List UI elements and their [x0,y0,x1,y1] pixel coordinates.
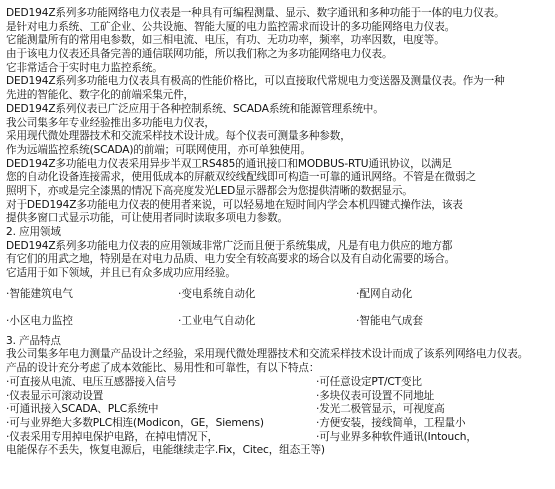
paragraph-line: 它非常适合于实时电力监控系统。 [6,61,163,74]
feature-row [6,390,553,404]
field-item: ·智能电气成套 [356,314,423,327]
feature-item: ·可与业界绝大多数PLC相连(Modicon，GE，Siemens) [6,416,264,429]
paragraph-line: DED194Z系列多功能电力仪表具有极高的性能价格比，可以直接取代常规电力变送器及测量仪表。作为一种 [6,75,505,88]
feature-row [6,376,553,390]
paragraph-line: DED194Z系列仪表已广泛应用于各种控制系统、SCADA系统和能源管理系统中。 [6,102,384,115]
field-item: ·智能建筑电气 [6,287,73,300]
paragraph-line: 对于DED194Z多功能电力仪表的使用者来说，可以轻易地在短时间内学会本机四键式操作法，该表 [6,198,463,211]
feature-item: ·方便安装，接线简单，工程量小 [316,416,466,429]
feature-item: ·仪表采用专用掉电保护电路，在掉电情况下， [6,430,219,443]
feature-item: ·发光二极管显示，可视度高 [316,403,445,416]
field-item: ·配网自动化 [356,287,413,300]
field-row [6,281,553,308]
feature-item: ·多块仪表可设置不同地址 [316,389,435,402]
paragraph-line: 照明下，亦或是完全漆黑的情况下高亮度发光LED显示器都会为您提供清晰的数据显示。 [6,184,413,197]
intro-section [6,7,553,226]
feature-row [6,431,553,445]
paragraph-line: 我公司集多年电力测量产品设计之经验，采用现代微处理器技术和交流采样技术设计而成了该系列网络电力仪表。 [6,348,529,361]
features-section [6,335,553,458]
feature-row [6,417,553,431]
paragraph-line: 电能保存不丢失，恢复电源后，电能继续走字.Fix，Citec，组态王等) [6,444,325,457]
paragraph-line: 作为远端监控系统(SCADA)的前端；可联网使用，亦可单独使用。 [6,143,311,156]
paragraph-line: 它能测量所有的常用电参数，如三相电流、电压，有功、无功功率，频率，功率因数，电度等。 [6,34,445,47]
feature-item: ·可直接从电流、电压互感器接入信号 [6,375,177,388]
feature-item: ·可任意设定PT/CT变比 [316,375,422,388]
paragraph-line: DED194Z系列多功能网络电力仪表是一种具有可编程测量、显示、数字通讯和多种功能于一体的电力仪表。 [6,7,505,19]
paragraph-line: DED194Z系列多功能电力仪表的应用领域非常广泛而且便于系统集成，凡是有电力供应的地方都 [6,239,453,252]
feature-item: ·可与业界多种软件通讯(Intouch， [316,430,477,443]
feature-item: ·可通讯接入SCADA、PLC系统中 [6,403,159,416]
paragraph-line: 产品的设计充分考虑了成本效能比、易用性和可靠性，有以下特点： [6,362,320,375]
field-item: ·小区电力监控 [6,314,73,327]
field-item: ·变电系统自动化 [178,287,256,300]
paragraph-line: 我公司集多年专业经验推出多功能电力仪表， [6,116,215,129]
paragraph-line: 它适用于如下领域，并且已有众多成功应用经验。 [6,267,236,280]
paragraph-line: 采用现代微处理器技术和交流采样技术设计成。每个仪表可测量多种参数， [6,130,351,143]
field-item: ·工业电气自动化 [178,314,256,327]
paragraph-line: 提供多窗口式显示功能，可让使用者同时读取多项电力参数。 [6,212,288,225]
feature-item: ·仪表显示可滚动设置 [6,389,104,402]
section-heading: 3. 产品特点 [6,334,61,347]
paragraph-line: 有它们的用武之地，特别是在对电力品质、电力安全有较高要求的场合以及有自动化需要的场合。 [6,253,456,266]
paragraph-line: DED194Z多功能电力仪表采用异步半双工RS485的通讯接口和MODBUS-RTU通讯协议，以满足 [6,157,452,170]
field-row [6,308,553,335]
paragraph-line: 您的自动化设备连接需求，使用低成本的屏蔽双绞线配线即可构造一可靠的通讯网络。不管是在微弱之 [6,171,476,184]
section-heading: 2. 应用领域 [6,226,61,238]
paragraph-line: 由于该电力仪表还具备完善的通信联网功能，所以我们称之为多功能网络电力仪表。 [6,48,393,61]
application-section [6,226,553,335]
paragraph-line: 是针对电力系统、工矿企业、公共设施、智能大厦的电力监控需求而设计的多功能网络电力仪表。 [6,20,456,33]
feature-row [6,403,553,417]
paragraph-line: 先进的智能化、数字化的前端采集元件， [6,89,194,102]
